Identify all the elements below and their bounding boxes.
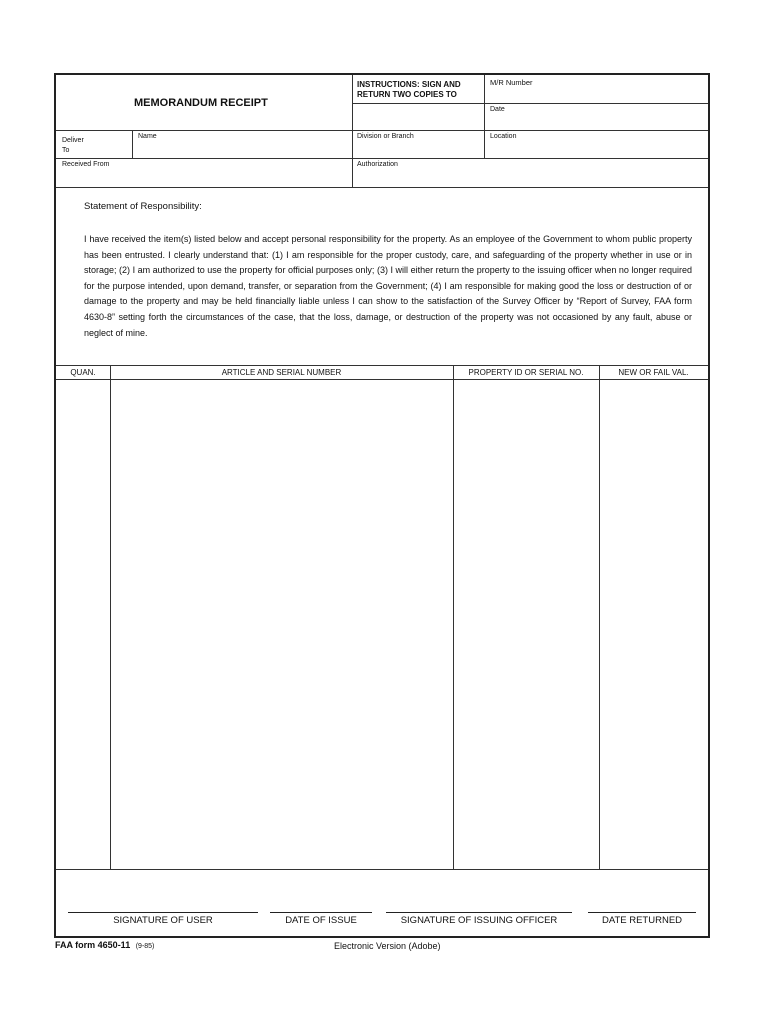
value-column-field[interactable] [602,382,706,866]
table-bottom-line [56,869,708,870]
statement-heading: Statement of Responsibility: [84,201,202,212]
header-divider-3 [56,158,708,159]
header-divider-1 [352,103,708,104]
authorization-label: Authorization [357,161,398,168]
header-divider-4 [56,187,708,188]
date-field[interactable] [488,115,703,128]
table-col-divider-2 [453,365,454,869]
memorandum-receipt-form [54,73,710,938]
division-label: Division or Branch [357,133,414,140]
property-id-column-field[interactable] [456,382,597,866]
mr-number-label: M/R Number [490,78,533,87]
form-number-text: FAA form 4650-11 [55,940,131,950]
authorization-field[interactable] [356,171,704,185]
date-label: Date [490,106,505,113]
table-col-divider-1 [110,365,111,869]
form-number [55,940,154,950]
mr-number-field[interactable] [488,88,703,101]
deliver-to-label-1: Deliver [62,137,84,144]
signature-officer-label: SIGNATURE OF ISSUING OFFICER [400,915,558,926]
received-from-field[interactable] [60,171,348,185]
signature-officer-line [386,912,572,913]
table-header-line [56,379,708,380]
table-top-line [56,365,708,366]
date-returned-field[interactable] [588,893,696,909]
date-returned-line [588,912,696,913]
col-header-article: ARTICLE AND SERIAL NUMBER [221,368,342,377]
form-revision: (9-85) [135,943,155,950]
header-divider-2 [56,130,708,131]
header-vline-2 [484,75,485,158]
header-vline-1 [352,75,353,187]
date-returned-label: DATE RETURNED [601,915,683,926]
received-from-label: Received From [62,161,110,168]
col-header-quan: QUAN. [70,368,96,377]
instructions-line-2: RETURN TWO COPIES TO [357,90,457,99]
instructions-line-1: INSTRUCTIONS: SIGN AND [357,80,461,89]
col-header-value: NEW OR FAIL VAL. [618,368,689,377]
deliver-to-label-2: To [62,147,70,154]
form-title: MEMORANDUM RECEIPT [134,97,268,109]
statement-body: I have received the item(s) listed below and accept personal responsibility for the property. As an employee of the Government to whom public property has been entrusted. I clearly understand that: (1) I am responsible for the proper custody, care, and safeguarding of the property whether in use or in storage; (2) I am authorized to use the property for official purposes only; (3) I will either return the property to the issuing officer when no longer required for the purpose intended, upon demand, transfer, or separation from the Government; (4) I am responsible for making good the loss or destruction of or damage to the property and may be held financially liable unless I can show to the satisfaction of the Survey Officer by “Report of Survey, FAA form 4630-8” setting forth the circumstances of the case, that the loss, damage, or destruction of the property was not occasioned by any fault, abuse or neglect of mine. [84,234,692,338]
date-issue-field[interactable] [270,893,372,909]
signature-officer-field[interactable] [386,893,572,909]
electronic-version: Electronic Version (Adobe) [334,941,441,951]
location-label: Location [490,133,517,140]
signature-user-field[interactable] [68,893,258,909]
header-vline-3 [132,130,133,158]
table-col-divider-3 [599,365,600,869]
quan-column-field[interactable] [58,382,108,866]
location-field[interactable] [488,142,703,156]
date-issue-label: DATE OF ISSUE [285,915,357,926]
name-field[interactable] [136,142,348,156]
division-field[interactable] [356,142,480,156]
col-header-property-id: PROPERTY ID OR SERIAL NO. [468,368,584,377]
signature-user-line [68,912,258,913]
article-column-field[interactable] [113,382,451,866]
name-label: Name [138,133,157,140]
signature-user-label: SIGNATURE OF USER [113,915,213,926]
date-issue-line [270,912,372,913]
